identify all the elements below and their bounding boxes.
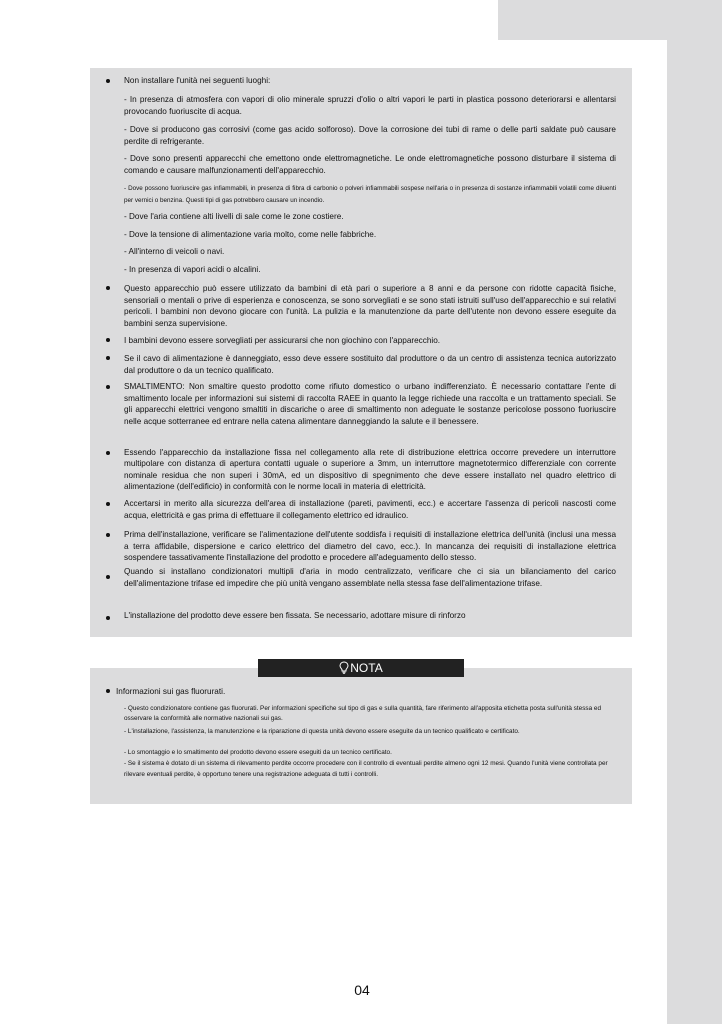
bullet-icon [106, 385, 112, 391]
nota-item: - Se il sistema è dotato di un sistema di rilevamento perdite occorre procedere con il controllo di eventuali perdite almeno ogni 12 mesi. Quando l'unità viene controllata per rilevare eventuali perdite, è opportuno tenere una registrazione adeguata di tutti i controlli. [124, 760, 608, 779]
install-item: - Dove l'aria contiene alti livelli di sale come le zone costiere. [124, 212, 344, 221]
install-item: - Dove si producono gas corrosivi (come gas acido solforoso). Dove la corrosione dei tubi di rame o delle parti saldate può causare perdite di refrigerante. [124, 125, 616, 146]
nota-label: NOTA [350, 661, 383, 675]
install-item: - All'interno di veicoli o navi. [124, 247, 225, 256]
bullet-text: Se il cavo di alimentazione è danneggiato, esso deve essere sostituito dal produttore o da un centro di assistenza tecnica autorizzato dal produttore o da un tecnico qualificato. [124, 354, 616, 375]
bullet-icon [106, 533, 112, 539]
nota-header [258, 659, 464, 677]
lightbulb-icon [339, 661, 350, 675]
nota-item: - Questo condizionatore contiene gas fluorurati. Per informazioni specifiche sul tipo di gas e sulla quantità, fare riferimento all'apposita etichetta posta sull'unità stessa ed osservare la conformità alle normative nazionali sui gas. [124, 705, 602, 723]
install-item: - In presenza di vapori acidi o alcalini. [124, 265, 261, 274]
bullet-text: SMALTIMENTO: Non smaltire questo prodotto come rifiuto domestico o urbano indifferenziato. È necessario contattare l'ente di smaltimento locale per informazioni sui sistemi di raccolta RAEE in quanto la legge richiede una raccolta e un trattamento speciali. Se gli apparecchi elettrici vengono smaltiti in discariche o aree di smaltimento non adeguate le sostanze pericolose possono fuoriuscire nelle acque sotterranee ed entrare nella catena alimentare danneggiando la salute e il benessere. [124, 382, 616, 426]
bullet-icon [106, 79, 112, 85]
bullet-text: Questo apparecchio può essere utilizzato da bambini di età pari o superiore a 8 anni e da persone con ridotte capacità fisiche, sensoriali o mentali o prive di esperienza e conoscenza, se sono sorvegliati e se sono stati istruiti sull'uso dell'apparecchio e sui relativi pericoli. I bambini non devono giocare con l'unità. La pulizia e la manutenzione da parte dell'utente non devono essere eseguite da bambini senza supervisione. [124, 284, 616, 328]
bullet-icon [106, 502, 112, 508]
install-item: - Dove possono fuoriuscire gas infiammabili, in presenza di fibra di carbonio o polveri infiammabili sospese nell'aria o in presenza di sostanze infiammabili volatili come diluenti per vernici o benzina. Questi tipi di gas potrebbero causare un incendio. [124, 185, 616, 204]
decorative-side-band [667, 0, 722, 1024]
bullet-icon [106, 575, 112, 581]
bullet-text: Essendo l'apparecchio da installazione fissa nel collegamento alla rete di distribuzione elettrica occorre prevedere un interruttore multipolare con distanza di apertura contatti uguale o superiore a 3mm, un interruttore magnetotermico differenziale con corrente nominale residua che non superi i 30mA, ed un dispositivo di spegnimento che deve essere installato nel quadro elettrico di alimentazione (dell'edificio) in conformità con le norme locali in materia di elettricità. [124, 448, 616, 491]
bullet-text: Quando si installano condizionatori multipli d'aria in modo centralizzato, verificare che ci sia un bilanciamento del carico dell'alimentazione trifase ed impedire che più unità vengano assemblate nella stessa fase dell'alimentazione trifase. [124, 567, 616, 588]
bullet-icon [106, 356, 112, 362]
bullet-text: I bambini devono essere sorvegliati per assicurarsi che non giochino con l'apparecchio. [124, 336, 441, 345]
bullet-icon [106, 689, 112, 695]
bullet-icon [106, 338, 112, 344]
bullet-text: L'installazione del prodotto deve essere ben fissata. Se necessario, adottare misure di rinforzo [124, 611, 466, 620]
install-intro: Non installare l'unità nei seguenti luoghi: [124, 76, 271, 85]
bullet-text: Accertarsi in merito alla sicurezza dell'area di installazione (pareti, pavimenti, ecc.) e accertare l'assenza di pericoli nascosti come acqua, elettricità e gas prima di effettuare il collegamento elettrico ed idraulico. [124, 499, 616, 520]
install-item: - Dove sono presenti apparecchi che emettono onde elettromagnetiche. Le onde elettromagnetiche possono disturbare il sistema di comando e causare malfunzionamenti dell'apparecchio. [124, 154, 616, 175]
nota-title: Informazioni sui gas fluorurati. [116, 687, 226, 696]
page-number: 04 [354, 982, 370, 998]
bullet-icon [106, 286, 112, 292]
install-item: - Dove la tensione di alimentazione varia molto, come nelle fabbriche. [124, 230, 377, 239]
bullet-icon [106, 451, 112, 457]
bullet-icon [106, 616, 112, 622]
nota-item: - L'installazione, l'assistenza, la manutenzione e la riparazione di questa unità devono essere eseguite da un tecnico qualificato e certificato. [124, 728, 520, 735]
nota-item: - Lo smontaggio e lo smaltimento del prodotto devono essere eseguiti da un tecnico certificato. [124, 749, 392, 756]
install-item: - In presenza di atmosfera con vapori di olio minerale spruzzi d'olio o altri vapori le parti in plastica possono deteriorarsi e allentarsi provocando fuoriuscite di acqua. [124, 95, 616, 116]
bullet-text: Prima dell'installazione, verificare se l'alimentazione dell'utente soddisfa i requisiti di installazione elettrica dell'unità (inclusi una messa a terra affidabile, dispersione e carico elettrico del diametro del cavo, ecc.). In mancanza dei requisiti di installazione elettrica sospendere tassativamente l'installazione del prodotto e procedere all'adeguamento dello stesso. [124, 530, 616, 562]
